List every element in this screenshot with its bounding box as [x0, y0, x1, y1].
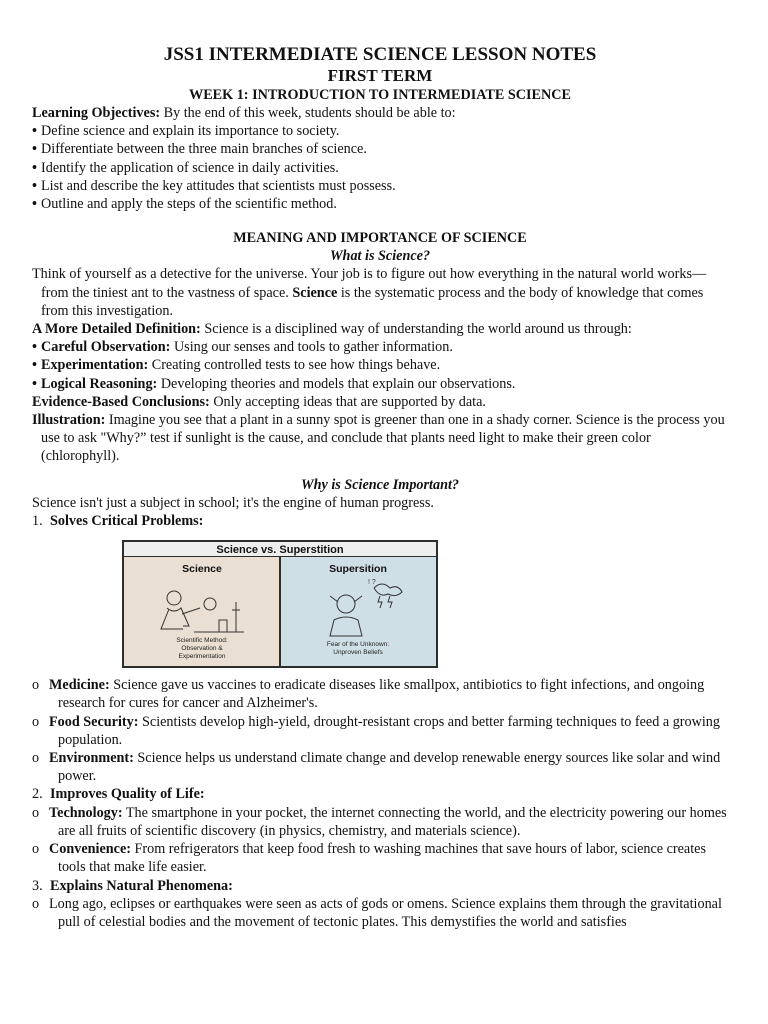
sub-point-label: Food Security:: [49, 713, 139, 730]
circle-bullet-icon: o: [32, 750, 40, 767]
sub-point-text: The smartphone in your pocket, the internet connecting the world, and the electricity powering our homes are all fruits of scientific discovery (in physics, chemistry, and materials science).: [58, 804, 727, 839]
objective-item: [32, 140, 728, 158]
sub-point-text: Science gave us vaccines to eradicate diseases like smallpox, antibiotics to fight infections, and ongoing research for cures for cancer and Alzheimer's.: [58, 677, 705, 712]
science-panel-label: Science: [182, 563, 222, 576]
sub-point-text: Science helps us understand climate change and develop renewable energy sources like solar and wind power.: [58, 750, 721, 785]
objective-text: Define science and explain its importance to society.: [41, 123, 340, 140]
objective-text: Differentiate between the three main branches of science.: [41, 141, 367, 158]
numbered-point-3: [32, 877, 728, 895]
sub-point-label: Technology:: [49, 804, 123, 821]
svg-text:! ?: ! ?: [368, 579, 376, 587]
bullet-icon: •: [32, 339, 37, 356]
point-label: Improves Quality of Life:: [50, 786, 205, 803]
objective-text: List and describe the key attitudes that scientists must possess.: [41, 177, 396, 194]
circle-bullet-icon: o: [32, 713, 40, 730]
definition-label: A More Detailed Definition:: [32, 321, 201, 338]
science-caption-2: Observation &: [181, 645, 223, 653]
science-vs-superstition-figure: [122, 540, 438, 668]
bullet-icon: •: [32, 357, 37, 374]
sub-point-text: Scientists develop high-yield, drought-resistant crops and better farming techniques to feed a growing population.: [58, 713, 720, 748]
sub-point-item: [32, 713, 728, 749]
science-paragraph: [32, 265, 728, 320]
circle-bullet-icon: o: [32, 677, 40, 694]
science-caption-1: Scientific Method:: [176, 637, 228, 645]
point-number: 2.: [32, 786, 43, 803]
bullet-icon: •: [32, 196, 37, 213]
objectives-intro-text: By the end of this week, students should be able to:: [160, 105, 456, 121]
sub-point-label: Convenience:: [49, 841, 131, 858]
definition-item: [32, 338, 728, 356]
objectives-intro: [32, 104, 728, 122]
illustration-text: Imagine you see that a plant in a sunny spot is greener than one in a shady corner. Science is the process you use to ask "Why?” test if sunlight is the cause, and conclude that plants need light to make their green color (chlorophyll).: [41, 412, 725, 465]
numbered-point-1: [32, 512, 728, 530]
figure-title: Science vs. Superstition: [216, 544, 344, 557]
bullet-icon: •: [32, 177, 37, 194]
evidence-text: Only accepting ideas that are supported by data.: [209, 393, 486, 410]
term-heading: FIRST TERM: [327, 66, 433, 85]
bullet-icon: •: [32, 375, 37, 392]
definition-text: Science is a disciplined way of understanding the world around us through:: [200, 321, 632, 338]
importance-intro: Science isn't just a subject in school; it's the engine of human progress.: [32, 494, 434, 511]
subheading-why-important: Why is Science Important?: [300, 476, 460, 493]
point-number: 1.: [32, 513, 43, 530]
bullet-icon: •: [32, 159, 37, 176]
numbered-point-2: [32, 785, 728, 803]
sub-point-item: [32, 840, 728, 876]
circle-bullet-icon: o: [32, 895, 40, 912]
sub-point-item: [32, 749, 728, 785]
subheading-what-is-science: What is Science?: [329, 248, 431, 265]
definition-item-text: Developing theories and models that explain our observations.: [157, 375, 516, 392]
definition-item-text: Using our senses and tools to gather information.: [170, 339, 453, 356]
science-paragraph-text: Think of yourself as a detective for the universe. Your job is to figure out how everything in the natural world works—from the tiniest ant to the vastness of space.: [32, 266, 707, 301]
definition-line: [32, 320, 728, 338]
sub-point-text: From refrigerators that keep food fresh to washing machines that save hours of labor, science creates tools that make life easier.: [58, 841, 706, 876]
illustration-label: Illustration:: [32, 412, 106, 429]
illustration-paragraph: [32, 411, 728, 466]
objectives-label: Learning Objectives:: [32, 105, 161, 121]
objective-item: [32, 159, 728, 177]
sub-point-text: Long ago, eclipses or earthquakes were seen as acts of gods or omens. Science explains them through the gravitational pull of celestial bodies and the movement of tectonic plates. This demystifies the world and satisfies: [49, 895, 722, 930]
circle-bullet-icon: o: [32, 804, 40, 821]
sub-point-item: [32, 895, 728, 931]
point-number: 3.: [32, 877, 43, 894]
sub-point-label: Environment:: [49, 750, 134, 767]
objective-text: Outline and apply the steps of the scientific method.: [41, 196, 337, 213]
objective-item: [32, 195, 728, 213]
point-label: Solves Critical Problems:: [50, 513, 204, 530]
objective-text: Identify the application of science in daily activities.: [41, 159, 339, 176]
superstition-panel-label: Supersition: [329, 563, 387, 576]
definition-item: [32, 356, 728, 374]
week-heading: WEEK 1: INTRODUCTION TO INTERMEDIATE SCIENCE: [189, 87, 571, 103]
evidence-line: [32, 393, 728, 411]
science-term: Science: [292, 284, 338, 301]
definition-item-label: Logical Reasoning:: [41, 375, 158, 392]
evidence-label: Evidence-Based Conclusions:: [32, 393, 210, 410]
bullet-icon: •: [32, 141, 37, 158]
document-title: JSS1 INTERMEDIATE SCIENCE LESSON NOTES: [163, 44, 597, 65]
figure-illustration: [124, 542, 436, 666]
circle-bullet-icon: o: [32, 841, 40, 858]
bullet-icon: •: [32, 123, 37, 140]
superstition-caption-2: Unproven Beliefs: [333, 649, 383, 657]
science-paragraph-text-end: is the systematic process and the body of knowledge that comes from this investigation.: [41, 284, 704, 319]
sub-point-item: [32, 676, 728, 712]
definition-item-label: Experimentation:: [41, 357, 149, 374]
definition-item: [32, 375, 728, 393]
objective-item: [32, 177, 728, 195]
point-label: Explains Natural Phenomena:: [50, 877, 233, 894]
section-heading-meaning: MEANING AND IMPORTANCE OF SCIENCE: [233, 230, 527, 247]
objective-item: [32, 122, 728, 140]
definition-item-text: Creating controlled tests to see how things behave.: [148, 357, 441, 374]
science-caption-3: Experimentation: [178, 653, 226, 661]
sub-point-item: [32, 804, 728, 840]
sub-point-label: Medicine:: [49, 677, 110, 694]
superstition-caption-1: Fear of the Unknown:: [326, 641, 390, 649]
definition-item-label: Careful Observation:: [41, 339, 171, 356]
